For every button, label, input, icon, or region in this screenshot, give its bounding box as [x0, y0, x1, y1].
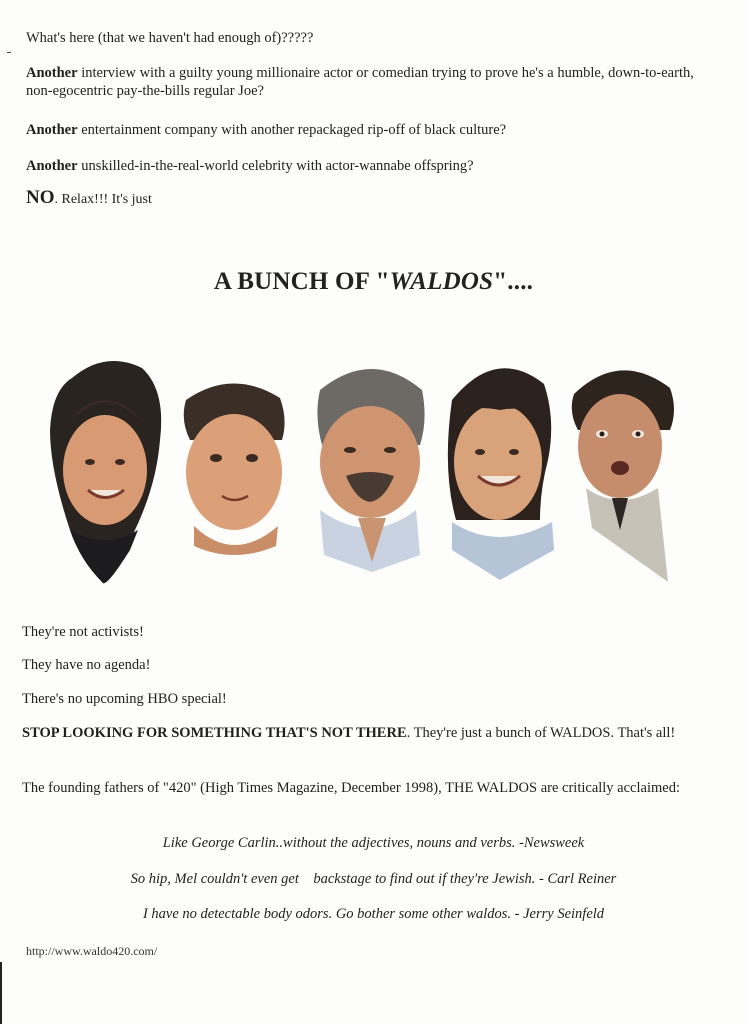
stop-caps: STOP LOOKING FOR SOMETHING THAT'S NOT THERE	[22, 725, 407, 741]
headline-prefix: A BUNCH OF "	[213, 268, 390, 295]
headline	[0, 268, 747, 296]
intro-item-1	[26, 64, 716, 100]
intro-item-2	[26, 121, 506, 139]
website-url[interactable]: http://www.waldo420.com/	[26, 944, 158, 958]
intro-item-1-lead: Another	[26, 65, 78, 81]
intro-item-1-text: interview with a guilty young millionaire actor or comedian trying to prove he's a humble, down-to-earth, non-egocentric pay-the-bills regular Joe?	[26, 65, 694, 99]
waldo-face-4	[448, 368, 554, 580]
stop-paragraph	[22, 724, 722, 742]
line-no-agenda: They have no agenda!	[22, 657, 151, 673]
no-word: NO	[26, 187, 55, 208]
headline-emph: WALDOS	[389, 268, 494, 295]
waldos-faces	[0, 350, 747, 590]
headline-suffix: "....	[493, 268, 534, 295]
waldo-face-2	[184, 383, 285, 555]
waldo-face-3	[317, 369, 424, 572]
scan-mark	[7, 52, 11, 53]
no-rest: . Relax!!! It's just	[54, 192, 152, 207]
line-not-activists: They're not activists!	[22, 624, 144, 640]
intro-item-3	[26, 157, 474, 175]
line-no-hbo: There's no upcoming HBO special!	[22, 691, 227, 707]
quote-newsweek: Like George Carlin..without the adjectives, nouns and verbs. -Newsweek	[162, 835, 585, 851]
no-relax-line	[26, 189, 152, 209]
intro-question: What's here (that we haven't had enough of)?????	[26, 30, 314, 46]
scan-edge	[0, 962, 2, 1024]
stop-rest: . They're just a bunch of WALDOS. That's all!	[406, 725, 676, 741]
intro-item-2-lead: Another	[26, 122, 78, 138]
intro-item-3-text: unskilled-in-the-real-world celebrity with actor-wannabe offspring?	[77, 158, 474, 174]
quote-jerry-seinfeld: I have no detectable body odors. Go bother some other waldos. - Jerry Seinfeld	[142, 906, 605, 922]
waldo-face-5	[572, 370, 674, 582]
quote-carl-reiner: So hip, Mel couldn't even get backstage to find out if they're Jewish. - Carl Reiner	[130, 871, 617, 887]
founding-paragraph: The founding fathers of "420" (High Times Magazine, December 1998), THE WALDOS are critically acclaimed:	[22, 780, 680, 796]
intro-item-3-lead: Another	[26, 158, 78, 174]
waldos-photo-row	[0, 350, 747, 590]
waldo-face-1	[50, 361, 161, 583]
intro-item-2-text: entertainment company with another repackaged rip-off of black culture?	[77, 122, 507, 138]
